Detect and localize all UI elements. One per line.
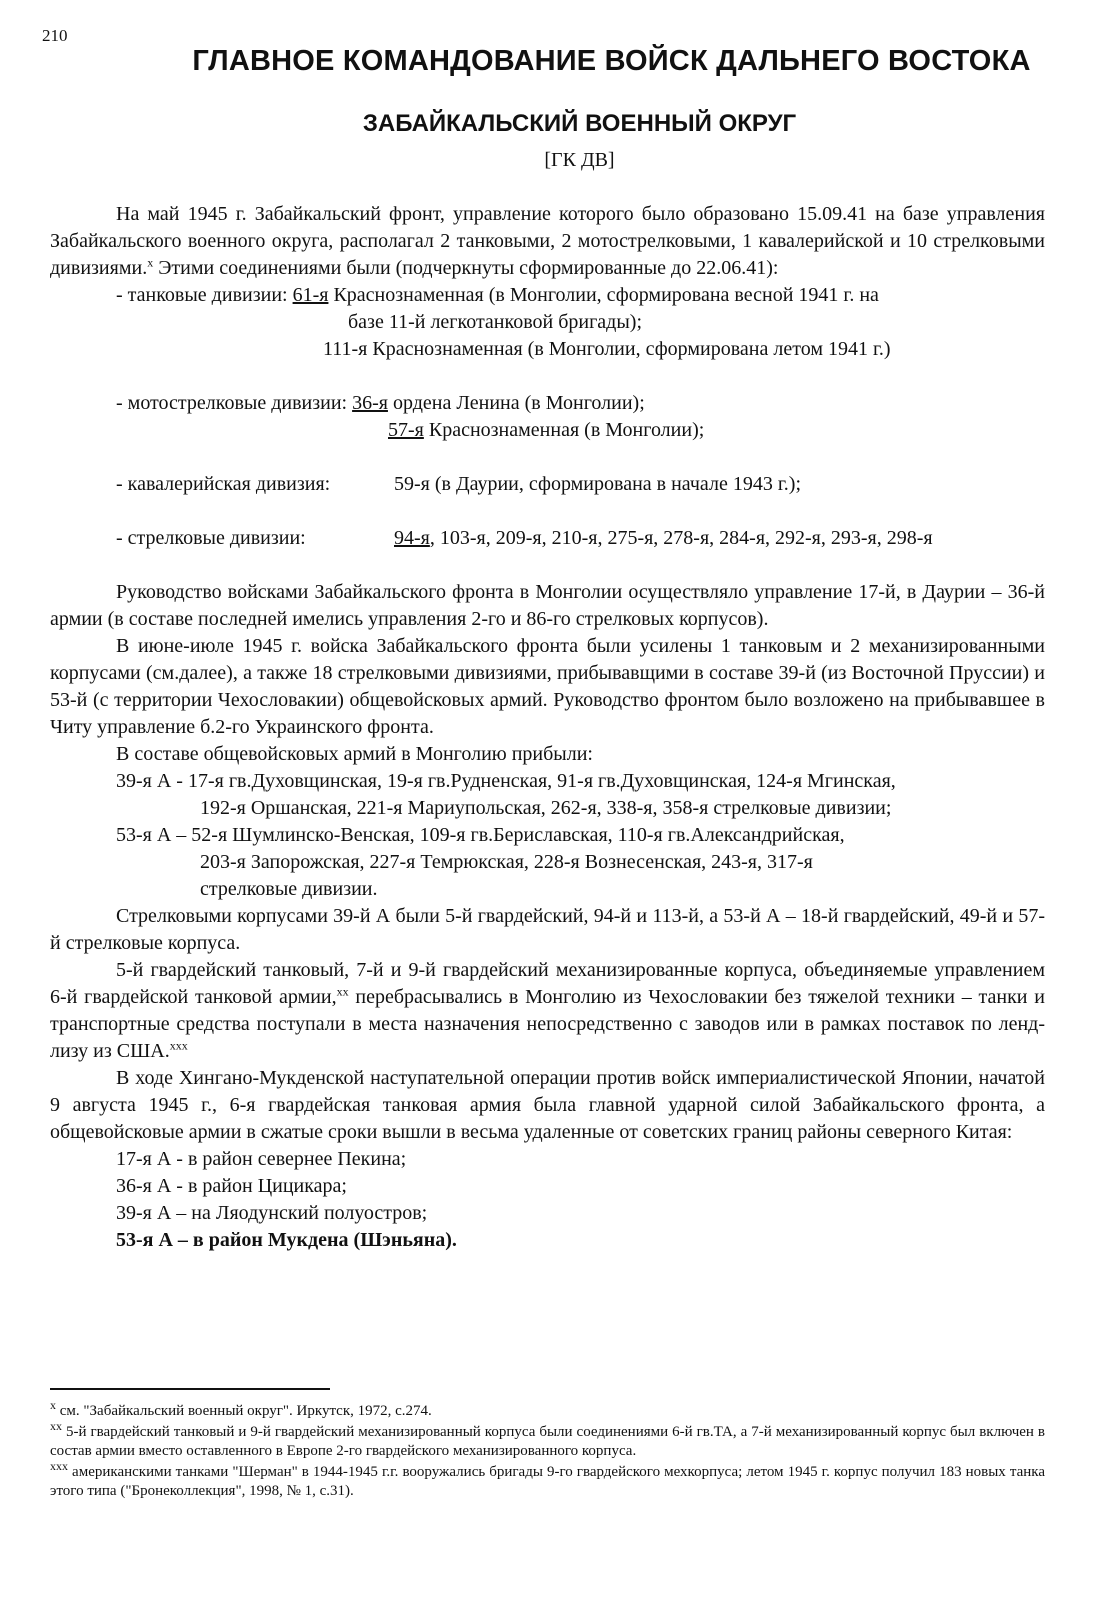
footnote-3-mark: xxx — [50, 1459, 68, 1473]
footnote-separator — [50, 1388, 330, 1390]
rifle-divisions-line — [50, 525, 1045, 552]
cavalry-division-text: 59-я (в Даурии, сформирована в начале 1943 г.); — [394, 473, 802, 495]
main-title: ГЛАВНОЕ КОМАНДОВАНИЕ ВОЙСК ДАЛЬНЕГО ВОСТОКА — [192, 45, 1031, 77]
footnote-3 — [50, 1459, 1045, 1501]
footnote-ref-1: x — [147, 255, 154, 270]
moto-division-57-line — [50, 417, 1045, 444]
footnote-1-mark: x — [50, 1398, 56, 1412]
cavalry-division-label: - кавалерийская дивизия: — [116, 473, 331, 495]
moto-division-36-number: 36-я — [352, 392, 388, 414]
footnote-2-mark: xx — [50, 1419, 62, 1433]
tank-divisions-line — [50, 282, 1045, 309]
body-text — [50, 201, 1045, 1254]
tank-division-111: 111-я Краснознаменная (в Монголии, сформирована летом 1941 г.) — [323, 338, 891, 360]
paragraph-armies-intro: В составе общевойсковых армий в Монголию прибыли: — [116, 743, 593, 765]
army-39-line-1: 39-я А - 17-я гв.Духовщинская, 19-я гв.Рудненская, 91-я гв.Духовщинская, 124-я Мгинская, — [116, 770, 896, 792]
tank-army-text-2: перебрасывались в Монголию из Чехословакии без тяжелой техники – танки и транспортные средства поступали в места назначения непосредственно с заводов или в рамках поставок по ленд-лизу из США. — [50, 986, 1045, 1062]
destination-53: 53-я А – в район Мукдена (Шэньяна). — [116, 1229, 457, 1251]
moto-divisions-label: - мотострелковые дивизии: — [116, 392, 353, 414]
tank-division-61-continuation: базе 11-й легкотанковой бригады); — [348, 311, 643, 333]
footnote-ref-2: xx — [336, 984, 349, 999]
footnote-1 — [50, 1398, 1045, 1421]
tank-army-text-1: 5-й гвардейский танковый, 7-й и 9-й гвардейский механизированные корпуса, объединяемые управлением 6-й гвардейской танковой армии, — [50, 959, 1045, 1008]
paragraph-operation: В ходе Хингано-Мукденской наступательной операции против войск империалистической Японии, начатой 9 августа 1945 г., 6-я гвардейская танковая армия была главной ударной силой Забайкальского фронта, а общевойсковые армии в сжатые сроки вышли в весьма удаленные от советских границ районы северного Китая: — [50, 1067, 1045, 1143]
intro-paragraph — [50, 201, 1045, 282]
footnote-2-text: 5-й гвардейский танковый и 9-й гвардейский механизированный корпуса были соединениями 6-й гв.ТА, а 7-й механизированный корпус был включен в состав армии вместо оставленного в Европе 2-го гвардейского механизированного корпуса. — [50, 1424, 1045, 1459]
army-53-line-1: 53-я А – 52-я Шумлинско-Венская, 109-я гв.Бериславская, 110-я гв.Александрийская, — [116, 824, 845, 846]
destination-39: 39-я А – на Ляодунский полуостров; — [116, 1202, 428, 1224]
tank-division-61-text: Краснознаменная (в Монголии, сформирована весной 1941 г. на — [328, 284, 879, 306]
paragraph-reinforcement: В июне-июле 1945 г. войска Забайкальского фронта были усилены 1 танковым и 2 механизированными корпусами (см.далее), а также 18 стрелковыми дивизиями, прибывавщими в составе 39-й (из Восточной Пруссии) и 53-й (с территории Чехословакии) общевойсковых армий. Руководство фронтом было возложено на прибывавшее в Читу управление б.2-го Украинского фронта. — [50, 635, 1045, 738]
moto-division-36-text: ордена Ленина (в Монголии); — [387, 392, 645, 414]
intro-text-1: На май 1945 г. Забайкальский фронт, управление которого было образовано 15.09.41 на базе управления Забайкальского военного округа, располагал 2 танковыми, 2 мотострелковыми, 1 кавалерийской и 10 стрелковыми дивизиями. — [50, 203, 1045, 279]
army-39-line-2: 192-я Оршанская, 221-я Мариупольская, 262-я, 338-я, 358-я стрелковые дивизии; — [200, 797, 892, 819]
destination-17: 17-я А - в район севернее Пекина; — [116, 1148, 407, 1170]
cavalry-division-line — [50, 471, 1045, 498]
moto-division-57-text: Краснознаменная (в Монголии); — [423, 419, 705, 441]
rifle-divisions-list: , 103-я, 209-я, 210-я, 275-я, 278-я, 284-я, 292-я, 293-я, 298-я — [429, 527, 933, 549]
paragraph-rifle-corps: Стрелковыми корпусами 39-й А были 5-й гвардейский, 94-й и 113-й, а 53-й А – 18-й гвардейский, 49-й и 57-й стрелковые корпуса. — [50, 905, 1045, 954]
moto-divisions-line — [50, 390, 1045, 417]
tank-divisions-label: - танковые дивизии: — [116, 284, 293, 306]
tank-division-61-number: 61-я — [292, 284, 329, 306]
army-53-line-3: стрелковые дивизии. — [200, 878, 378, 900]
destination-36: 36-я А - в район Цицикара; — [116, 1175, 347, 1197]
footnote-ref-3: xxx — [169, 1038, 188, 1053]
intro-text-2: Этими соединениями были (подчеркнуты сформированные до 22.06.41): — [153, 257, 779, 279]
footnotes — [50, 1398, 1045, 1503]
footnote-1-text: см. "Забайкальский военный округ". Иркутск, 1972, с.274. — [56, 1403, 432, 1419]
page-number: 210 — [42, 26, 68, 45]
rifle-divisions-label: - стрелковые дивизии: — [116, 527, 306, 549]
paragraph-tank-army — [50, 957, 1045, 1065]
paragraph-command: Руководство войсками Забайкальского фронта в Монголии осуществляло управление 17-й, в Даурии – 36-й армии (в составе последней имелись управления 2-го и 86-го стрелковых корпусов). — [50, 581, 1045, 630]
army-53-line-2: 203-я Запорожская, 227-я Темрюкская, 228-я Вознесенская, 243-я, 317-я — [200, 851, 813, 873]
rifle-division-94-number: 94-я — [394, 527, 430, 549]
footnote-3-text: американскими танками "Шерман" в 1944-1945 г.г. вооружались бригады 9-го гвардейского мехкорпуса; летом 1945 г. корпус получил 183 новых танка этого типа ("Бронеколлекция", 1998, № 1, с.31). — [50, 1464, 1045, 1499]
moto-division-57-number: 57-я — [388, 419, 424, 441]
footnote-2 — [50, 1419, 1045, 1461]
section-abbreviation: [ГК ДВ] — [544, 149, 615, 171]
section-title: ЗАБАЙКАЛЬСКИЙ ВОЕННЫЙ ОКРУГ — [362, 110, 797, 137]
